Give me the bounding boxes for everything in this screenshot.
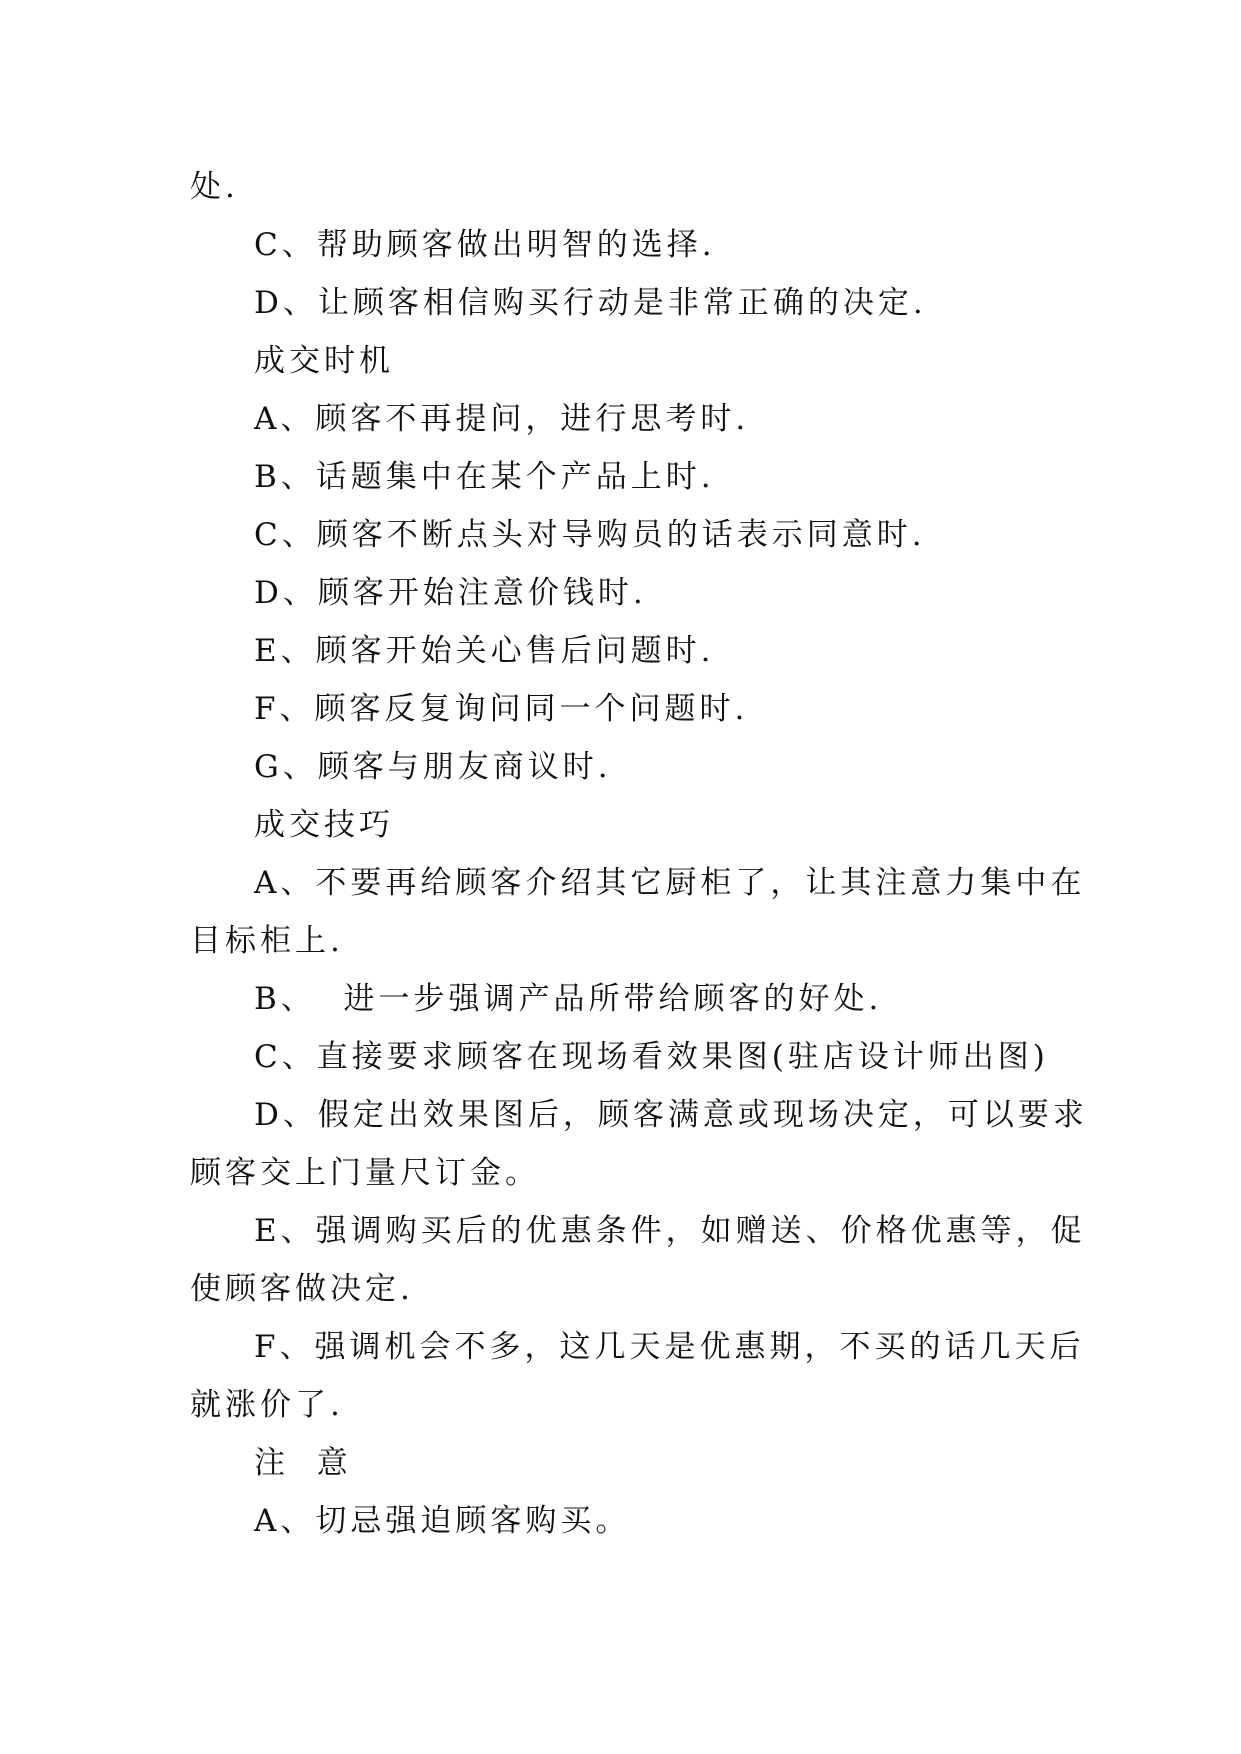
text-line: 目标柜上. [190,923,344,959]
text-line: 就涨价了. [190,1387,344,1423]
section-heading-timing: 成交时机 [254,343,394,379]
text-line: D、让顾客相信购买行动是非常正确的决定. [254,285,927,321]
text-line: 使顾客做决定. [190,1271,414,1307]
text-line: A、不要再给顾客介绍其它厨柜了，让其注意力集中在 [254,865,1086,901]
section-heading-techniques: 成交技巧 [254,807,394,843]
section-heading-notes: 注 意 [254,1445,352,1481]
document-body [190,158,1088,1550]
text-line: D、顾客开始注意价钱时. [254,575,647,611]
text-line: C、顾客不断点头对导购员的话表示同意时. [254,517,926,553]
text-line: A、顾客不再提问，进行思考时. [254,401,750,437]
text-line: F、顾客反复询问同一个问题时. [254,691,749,727]
text-line: C、直接要求顾客在现场看效果图(驻店设计师出图) [254,1039,1049,1075]
text-line: A、切忌强迫顾客购买。 [254,1503,631,1539]
text-line: B、话题集中在某个产品上时. [254,459,715,495]
text-line: E、顾客开始关心售后问题时. [254,633,715,669]
text-line: 顾客交上门量尺订金。 [190,1155,540,1191]
text-line: D、假定出效果图后，顾客满意或现场决定，可以要求 [254,1097,1088,1133]
text-line: 处. [190,169,239,205]
text-line: B、 进一步强调产品所带给顾客的好处. [254,981,883,1017]
text-line: E、强调购买后的优惠条件，如赠送、价格优惠等，促 [254,1213,1086,1249]
text-line: F、强调机会不多，这几天是优惠期，不买的话几天后 [254,1329,1085,1365]
text-line: C、帮助顾客做出明智的选择. [254,227,716,263]
text-line: G、顾客与朋友商议时. [254,749,612,785]
